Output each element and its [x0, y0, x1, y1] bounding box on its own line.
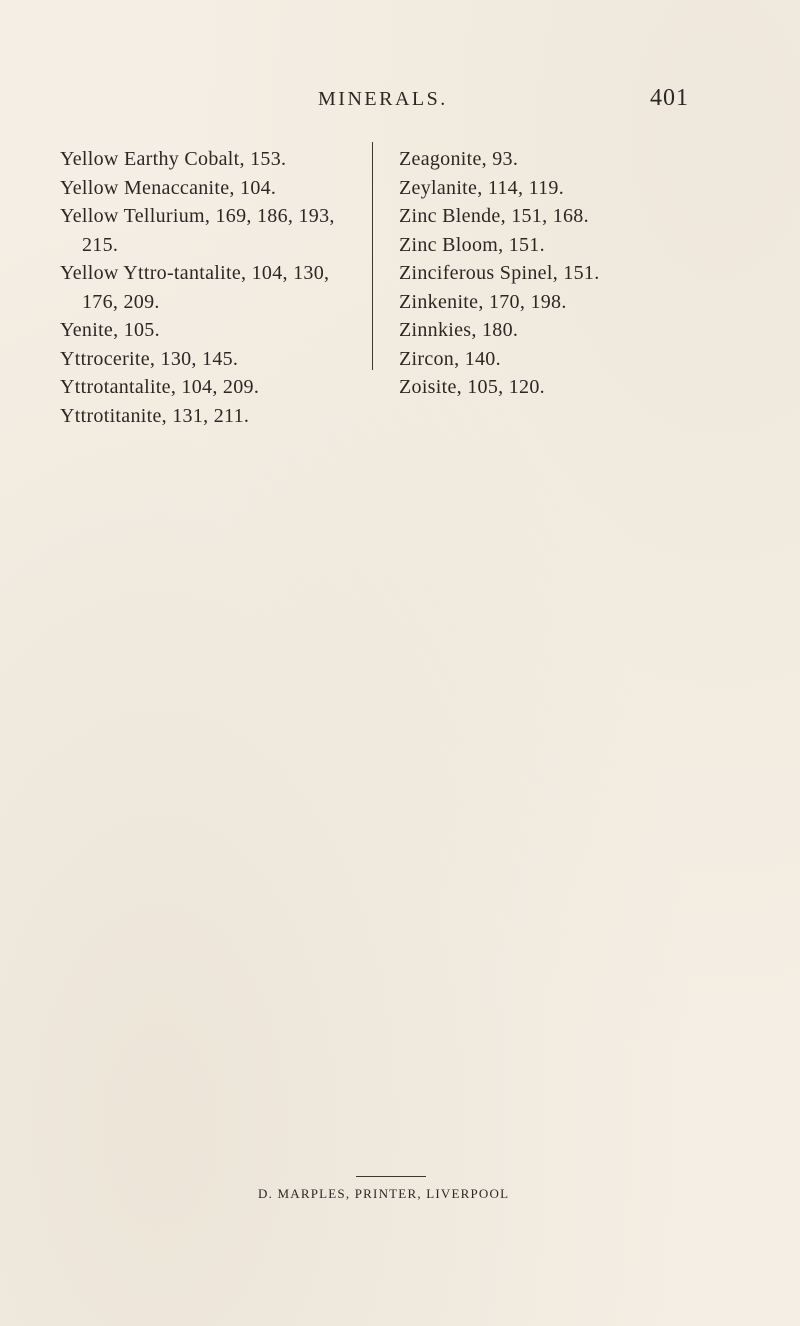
index-entry: Zinkenite, 170, 198.: [399, 290, 567, 313]
index-entry-continuation: 176, 209.: [82, 290, 160, 313]
page-number: 401: [650, 85, 689, 111]
index-entry: Zinc Blende, 151, 168.: [399, 205, 589, 227]
index-column-right: [399, 145, 759, 402]
index-column-left: [60, 145, 360, 430]
imprint-rule: [356, 1176, 426, 1177]
index-entry: Zoisite, 105, 120.: [399, 376, 545, 398]
index-entry: Yenite, 105.: [60, 319, 160, 341]
index-entry: Zeylanite, 114, 119.: [399, 176, 565, 199]
index-entry: Yttrotantalite, 104, 209.: [60, 376, 260, 398]
column-divider: [372, 142, 373, 370]
index-entry: Yellow Yttro-tantalite, 104, 130,: [60, 262, 330, 284]
index-entry: Yttrotitanite, 131, 211.: [60, 404, 250, 427]
index-entry: Zinc Bloom, 151.: [399, 233, 545, 256]
index-entry: Yttrocerite, 130, 145.: [60, 347, 239, 370]
index-entry: Zeagonite, 93.: [399, 148, 519, 170]
printer-imprint: D. MARPLES, PRINTER, LIVERPOOL: [258, 1186, 510, 1201]
index-entry: Zinnkies, 180.: [399, 319, 519, 341]
index-entry: Zircon, 140.: [399, 347, 501, 370]
running-head: [0, 85, 800, 118]
index-entry-continuation: 215.: [82, 233, 119, 256]
index-entry: Yellow Tellurium, 169, 186, 193,: [60, 205, 335, 227]
running-title: MINERALS.: [318, 88, 448, 110]
index-entry: Yellow Earthy Cobalt, 153.: [60, 148, 287, 170]
index-entry: Zinciferous Spinel, 151.: [399, 262, 600, 284]
index-entry: Yellow Menaccanite, 104.: [60, 176, 277, 199]
